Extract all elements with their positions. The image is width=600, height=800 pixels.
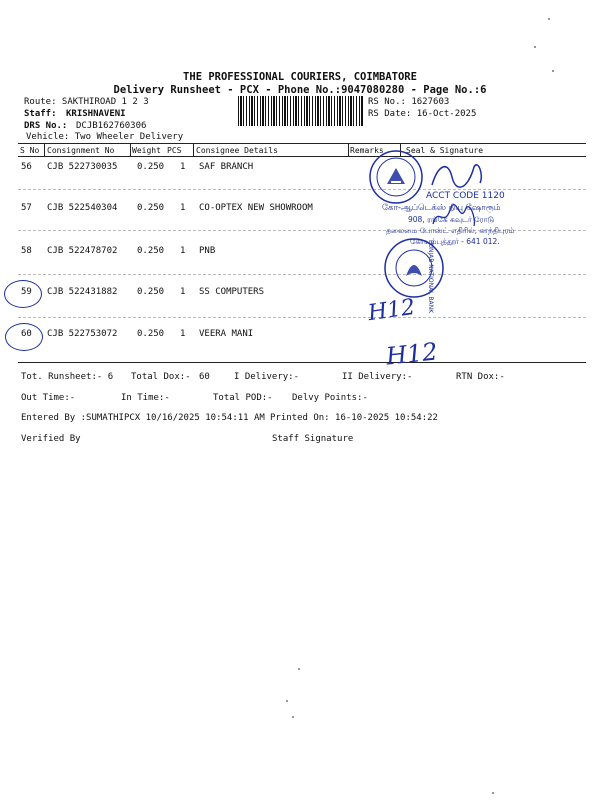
barcode	[238, 96, 364, 126]
delvy-points: Delvy Points:-	[292, 393, 368, 403]
row-pcs: 1	[180, 329, 186, 339]
scan-speck	[534, 46, 536, 48]
row-consignment: CJB 522753072	[47, 329, 118, 339]
row-consignee: VEERA MANI	[199, 329, 254, 339]
scan-speck	[492, 792, 494, 794]
row-pcs: 1	[180, 203, 186, 213]
row-weight: 0.250	[137, 329, 165, 339]
col-consignee: Consignee Details	[196, 146, 278, 155]
verified-by: Verified By	[21, 434, 81, 444]
ii-delivery: II Delivery:-	[342, 372, 413, 382]
col-consignment: Consignment No	[47, 146, 115, 155]
entered-by: Entered By :SUMATHIPCX 10/16/2025 10:54:11 AM	[21, 413, 265, 423]
stamp-line: தலைமை போஸ்ட் எதிரில், காந்திபுரம்	[386, 226, 515, 235]
row-consignment: CJB 522730035	[47, 162, 118, 172]
row-consignment: CJB 522431882	[47, 287, 118, 297]
row-sno: 60	[21, 329, 32, 339]
handwritten-circle-59	[4, 280, 42, 308]
table-top-rule	[18, 143, 586, 144]
col-seal-signature: Seal & Signature	[406, 146, 484, 155]
i-delivery: I Delivery:-	[234, 372, 300, 382]
pnb-seal-text: PUNJAB NATIONAL BANK	[427, 240, 434, 314]
pnb-bank-seal	[382, 236, 446, 314]
row-pcs: 1	[180, 162, 186, 172]
col-remarks: Remarks	[350, 146, 384, 155]
stamp-line: கோ-ஆப்டெக்ஸ் நியு ஷோரூம்	[382, 203, 501, 213]
table-bottom-rule	[18, 362, 586, 363]
handwritten-mark: H12	[366, 294, 417, 327]
handwritten-circle-60	[5, 323, 43, 351]
col-sno: S No	[20, 146, 40, 155]
row-consignment: CJB 522540304	[47, 203, 118, 213]
total-dox-label: Total Dox:-	[131, 372, 191, 382]
runsheet-subtitle: Delivery Runsheet - PCX - Phone No.:9047080280 - Page No.:6	[113, 84, 487, 96]
table-header-rule	[18, 156, 586, 157]
row-sno: 57	[21, 203, 32, 213]
tot-runsheet: Tot. Runsheet:- 6	[21, 372, 114, 382]
stamp-line: கோயம்புத்தூர் - 641 012.	[410, 237, 500, 246]
row-consignee: CO-OPTEX NEW SHOWROOM	[199, 203, 313, 213]
table-row	[0, 329, 600, 341]
table-row	[0, 162, 600, 174]
staff-label: Staff:	[24, 109, 57, 119]
staff-value: KRISHNAVENI	[66, 109, 126, 119]
staff-signature-label: Staff Signature	[272, 434, 354, 444]
col-pcs: PCS	[167, 146, 182, 155]
col-separator	[44, 143, 45, 156]
scan-speck	[548, 18, 550, 20]
out-time: Out Time:-	[21, 393, 76, 403]
row-weight: 0.250	[137, 203, 165, 213]
col-separator	[193, 143, 194, 156]
col-weight: Weight	[132, 146, 161, 155]
table-row	[0, 246, 600, 258]
scan-speck	[286, 700, 288, 702]
rtn-dox: RTN Dox:-	[456, 372, 505, 382]
stamp-line: 908, ரங்கே கவுடர் ரோடு	[408, 215, 495, 224]
row-pcs: 1	[180, 287, 186, 297]
signature-scribble	[428, 155, 488, 195]
col-separator	[130, 143, 131, 156]
row-sno: 56	[21, 162, 32, 172]
col-separator	[348, 143, 349, 156]
vehicle-text: Vehicle: Two Wheeler Delivery	[26, 132, 184, 142]
row-rule	[18, 317, 586, 318]
rs-date: RS Date: 16-Oct-2025	[368, 109, 477, 119]
handwritten-mark: H12	[384, 337, 439, 371]
row-consignee: SS COMPUTERS	[199, 287, 265, 297]
printed-on: Printed On: 16-10-2025 10:54:22	[270, 413, 438, 423]
total-pod: Total POD:-	[213, 393, 273, 403]
scan-speck	[552, 70, 554, 72]
scan-speck	[292, 716, 294, 718]
row-pcs: 1	[180, 246, 186, 256]
row-consignment: CJB 522478702	[47, 246, 118, 256]
row-consignee: SAF BRANCH	[199, 162, 254, 172]
row-sno: 59	[21, 287, 32, 297]
scan-speck	[298, 668, 300, 670]
drs-value: DCJB162760306	[76, 121, 147, 131]
route-text: Route: SAKTHIROAD 1 2 3	[24, 97, 149, 107]
row-rule	[18, 189, 586, 190]
rs-number: RS No.: 1627603	[368, 97, 450, 107]
stamp-acct-code: ACCT CODE 1120	[426, 191, 505, 201]
row-weight: 0.250	[137, 287, 165, 297]
table-row	[0, 287, 600, 299]
row-weight: 0.250	[137, 162, 165, 172]
company-title: THE PROFESSIONAL COURIERS, COIMBATORE	[183, 71, 417, 83]
in-time: In Time:-	[121, 393, 170, 403]
drs-label: DRS No.:	[24, 121, 68, 131]
row-weight: 0.250	[137, 246, 165, 256]
total-dox-value: 60	[199, 372, 210, 382]
signature-scribble	[430, 200, 480, 232]
row-sno: 58	[21, 246, 32, 256]
row-rule	[18, 274, 586, 275]
row-consignee: PNB	[199, 246, 216, 256]
